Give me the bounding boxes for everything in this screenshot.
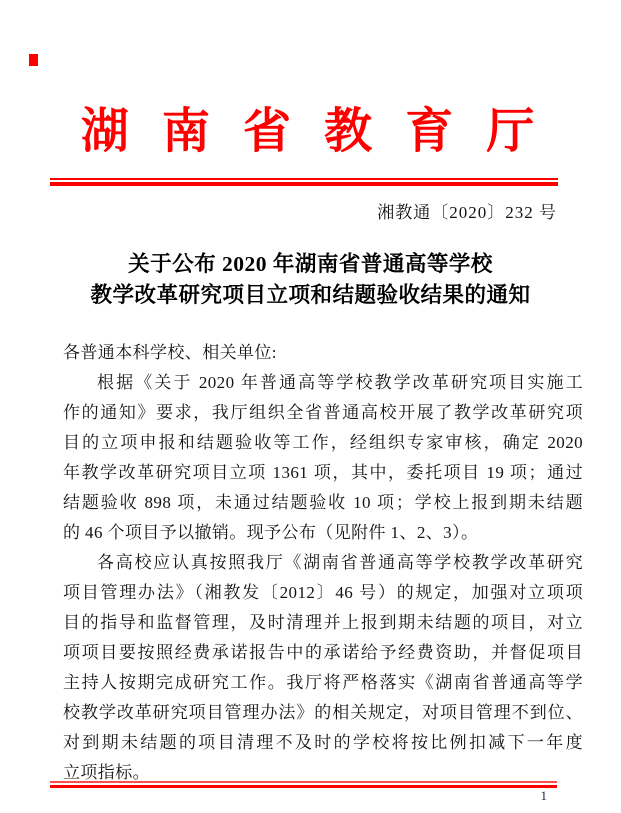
paragraph2-line: 各高校应认真按照我厅《湖南省普通高等学校教学改革研究 [97, 553, 583, 572]
paragraph2-line: 校教学改革研究项目管理办法》的相关规定，对项目管理不到位、 [63, 703, 583, 722]
paragraph2-line: 对到期未结题的项目清理不及时的学校将按比例扣减下一年度 [63, 733, 583, 752]
paragraph2-line: 目的指导和监督管理，及时清理并上报到期未结题的项目，对立 [63, 613, 583, 632]
paragraph2-line: 主持人按期完成研究工作。我厅将严格落实《湖南省普通高等学 [63, 673, 583, 692]
notice-title-line1: 关于公布 2020 年湖南省普通高等学校 [128, 252, 493, 276]
red-corner-mark [29, 54, 38, 66]
paragraph1-line: 目的立项申报和结题验收等工作，经组织专家审核，确定 2020 [63, 433, 583, 452]
header-rule [50, 178, 558, 186]
notice-body [63, 338, 583, 788]
notice-title [0, 249, 621, 311]
paragraph1-line: 根据《关于 2020 年普通高等学校教学改革研究项目实施工 [97, 373, 583, 392]
footer-rule [50, 781, 557, 788]
notice-title-line2: 教学改革研究项目立项和结题验收结果的通知 [90, 283, 531, 307]
document-number: 湘教通〔2020〕232 号 [377, 203, 557, 222]
paragraph1-line: 结题验收 898 项，未通过结题验收 10 项；学校上报到期未结题 [63, 493, 583, 512]
paragraph2-line: 项项目要按照经费承诺报告中的承诺给予经费资助，并督促项目 [63, 643, 583, 662]
agency-title: 湖 南 省 教 育 厅 [80, 105, 541, 158]
paragraph1-line: 作的通知》要求，我厅组织全省普通高校开展了教学改革研究项 [63, 403, 583, 422]
salutation-line: 各普通本科学校、相关单位: [63, 343, 277, 362]
page-number: 1 [540, 788, 547, 803]
paragraph2-line: 立项指标。 [63, 763, 150, 782]
paragraph1-line: 年教学改革研究项目立项 1361 项，其中，委托项目 19 项；通过 [63, 463, 583, 482]
paragraph1-line: 的 46 个项目予以撤销。现予公布（见附件 1、2、3）。 [63, 523, 479, 542]
paragraph2-line: 项目管理办法》（湘教发〔2012〕46 号）的规定，加强对立项项 [63, 583, 583, 602]
